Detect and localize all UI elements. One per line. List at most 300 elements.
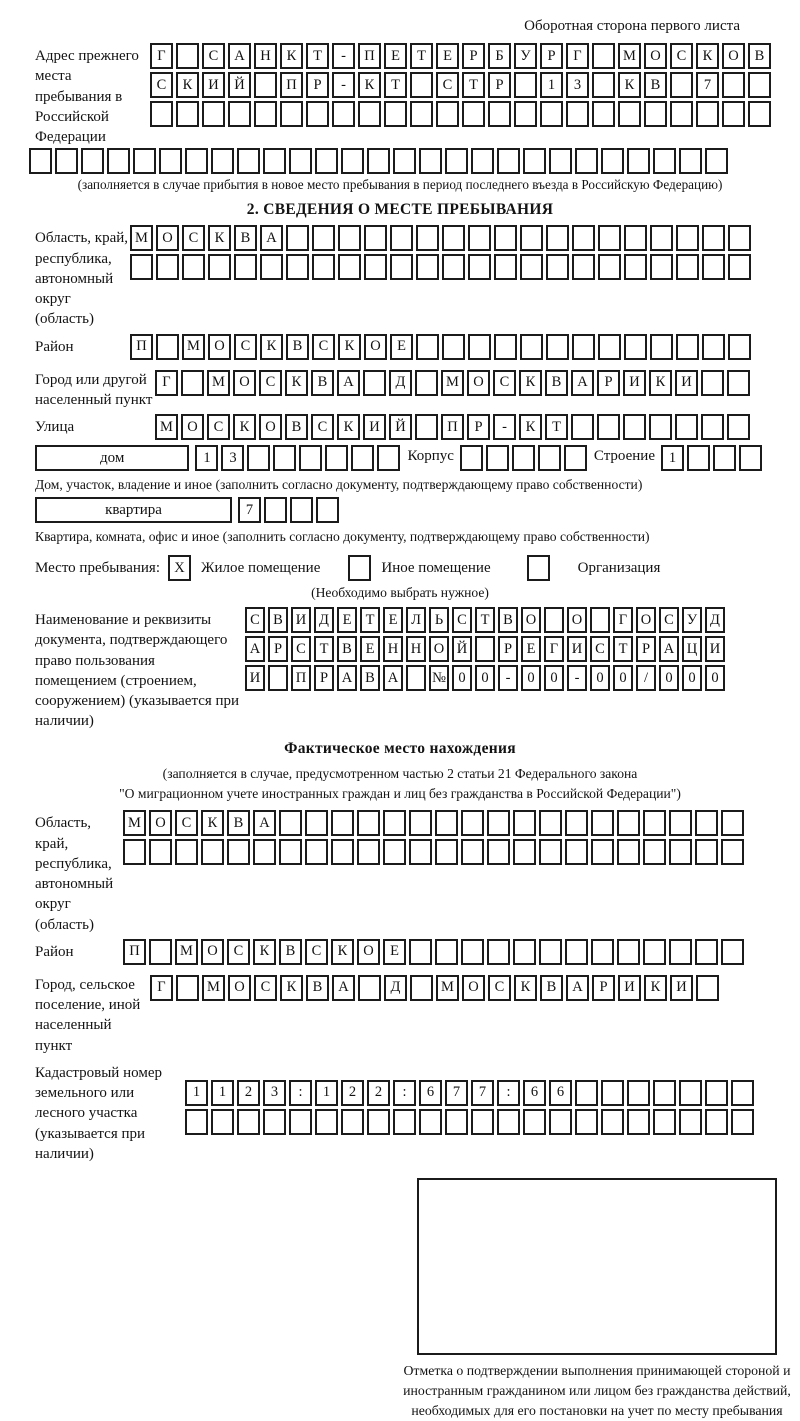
char-cell[interactable] (679, 1109, 702, 1135)
char-cell[interactable]: П (358, 43, 381, 69)
char-cell[interactable] (617, 839, 640, 865)
char-cell[interactable] (331, 839, 354, 865)
char-cell[interactable] (156, 254, 179, 280)
char-cell[interactable] (406, 665, 426, 691)
char-cell[interactable] (475, 636, 495, 662)
char-cell[interactable] (358, 975, 381, 1001)
char-cell[interactable] (520, 225, 543, 251)
char-cell[interactable]: Р (488, 72, 511, 98)
char-cell[interactable] (410, 101, 433, 127)
char-cell[interactable] (227, 839, 250, 865)
char-cell[interactable]: 0 (613, 665, 633, 691)
char-cell[interactable]: С (234, 334, 257, 360)
char-cell[interactable] (460, 445, 483, 471)
char-cell[interactable]: 6 (523, 1080, 546, 1106)
char-cell[interactable] (728, 254, 751, 280)
char-cell[interactable] (367, 148, 390, 174)
char-cell[interactable] (497, 1109, 520, 1135)
char-cell[interactable]: - (332, 43, 355, 69)
char-cell[interactable] (575, 148, 598, 174)
char-cell[interactable] (624, 254, 647, 280)
char-cell[interactable] (687, 445, 710, 471)
char-cell[interactable]: А (332, 975, 355, 1001)
char-cell[interactable]: Й (389, 414, 412, 440)
char-cell[interactable]: К (358, 72, 381, 98)
char-cell[interactable] (234, 254, 257, 280)
char-cell[interactable] (592, 101, 615, 127)
char-cell[interactable] (514, 101, 537, 127)
char-cell[interactable]: 6 (419, 1080, 442, 1106)
char-cell[interactable]: К (519, 370, 542, 396)
char-cell[interactable]: - (498, 665, 518, 691)
char-cell[interactable] (618, 101, 641, 127)
char-cell[interactable]: 7 (696, 72, 719, 98)
char-cell[interactable] (696, 975, 719, 1001)
char-cell[interactable] (650, 254, 673, 280)
char-cell[interactable]: В (498, 607, 518, 633)
char-cell[interactable]: К (514, 975, 537, 1001)
char-cell[interactable] (721, 810, 744, 836)
char-cell[interactable]: Д (384, 975, 407, 1001)
char-cell[interactable]: Р (467, 414, 490, 440)
char-cell[interactable]: № (429, 665, 449, 691)
char-cell[interactable]: С (670, 43, 693, 69)
char-cell[interactable] (644, 101, 667, 127)
char-cell[interactable] (722, 101, 745, 127)
char-cell[interactable] (416, 254, 439, 280)
char-cell[interactable] (159, 148, 182, 174)
char-cell[interactable]: С (150, 72, 173, 98)
char-cell[interactable] (598, 225, 621, 251)
char-cell[interactable]: 0 (452, 665, 472, 691)
char-cell[interactable]: М (202, 975, 225, 1001)
char-cell[interactable] (410, 72, 433, 98)
char-cell[interactable] (133, 148, 156, 174)
char-cell[interactable] (549, 1109, 572, 1135)
char-cell[interactable] (539, 939, 562, 965)
char-cell[interactable]: К (331, 939, 354, 965)
char-cell[interactable]: Р (597, 370, 620, 396)
char-cell[interactable] (488, 101, 511, 127)
char-cell[interactable]: С (590, 636, 610, 662)
char-cell[interactable]: С (452, 607, 472, 633)
char-cell[interactable]: Е (390, 334, 413, 360)
char-cell[interactable]: С (312, 334, 335, 360)
char-cell[interactable] (81, 148, 104, 174)
char-cell[interactable]: И (363, 414, 386, 440)
char-cell[interactable] (591, 810, 614, 836)
char-cell[interactable]: К (233, 414, 256, 440)
char-cell[interactable]: М (436, 975, 459, 1001)
char-cell[interactable] (494, 334, 517, 360)
char-cell[interactable] (410, 975, 433, 1001)
char-cell[interactable]: И (291, 607, 311, 633)
char-cell[interactable]: О (644, 43, 667, 69)
char-cell[interactable]: 7 (471, 1080, 494, 1106)
char-cell[interactable] (487, 939, 510, 965)
char-cell[interactable] (263, 148, 286, 174)
char-cell[interactable]: Т (475, 607, 495, 633)
char-cell[interactable]: Е (383, 607, 403, 633)
char-cell[interactable] (315, 1109, 338, 1135)
char-cell[interactable] (721, 939, 744, 965)
char-cell[interactable]: И (705, 636, 725, 662)
char-cell[interactable] (55, 148, 78, 174)
char-cell[interactable] (286, 254, 309, 280)
char-cell[interactable] (721, 839, 744, 865)
char-cell[interactable] (468, 334, 491, 360)
char-cell[interactable] (676, 254, 699, 280)
char-cell[interactable]: В (337, 636, 357, 662)
char-cell[interactable] (29, 148, 52, 174)
char-cell[interactable]: П (130, 334, 153, 360)
char-cell[interactable]: М (207, 370, 230, 396)
char-cell[interactable]: К (649, 370, 672, 396)
char-cell[interactable]: Г (150, 43, 173, 69)
char-cell[interactable]: Г (155, 370, 178, 396)
char-cell[interactable] (468, 225, 491, 251)
char-cell[interactable] (253, 839, 276, 865)
char-cell[interactable]: И (567, 636, 587, 662)
char-cell[interactable]: Е (337, 607, 357, 633)
char-cell[interactable]: К (201, 810, 224, 836)
char-cell[interactable] (731, 1109, 754, 1135)
char-cell[interactable] (650, 225, 673, 251)
char-cell[interactable] (471, 148, 494, 174)
char-cell[interactable] (390, 254, 413, 280)
char-cell[interactable] (591, 839, 614, 865)
char-cell[interactable] (627, 1109, 650, 1135)
char-cell[interactable] (592, 72, 615, 98)
char-cell[interactable] (564, 445, 587, 471)
char-cell[interactable] (679, 1080, 702, 1106)
char-cell[interactable]: : (497, 1080, 520, 1106)
char-cell[interactable]: Е (383, 939, 406, 965)
char-cell[interactable]: Е (384, 43, 407, 69)
char-cell[interactable] (565, 939, 588, 965)
char-cell[interactable]: К (337, 414, 360, 440)
char-cell[interactable]: К (285, 370, 308, 396)
char-cell[interactable]: О (156, 225, 179, 251)
char-cell[interactable] (679, 148, 702, 174)
char-cell[interactable] (338, 254, 361, 280)
char-cell[interactable] (182, 254, 205, 280)
char-cell[interactable] (643, 839, 666, 865)
char-cell[interactable] (617, 939, 640, 965)
char-cell[interactable] (435, 939, 458, 965)
char-cell[interactable] (364, 254, 387, 280)
char-cell[interactable]: В (311, 370, 334, 396)
char-cell[interactable]: 7 (445, 1080, 468, 1106)
char-cell[interactable]: Д (705, 607, 725, 633)
char-cell[interactable] (419, 1109, 442, 1135)
char-cell[interactable]: О (722, 43, 745, 69)
char-cell[interactable]: : (289, 1080, 312, 1106)
char-cell[interactable] (669, 810, 692, 836)
char-cell[interactable]: К (280, 43, 303, 69)
char-cell[interactable] (748, 72, 771, 98)
char-cell[interactable] (325, 445, 348, 471)
char-cell[interactable] (487, 839, 510, 865)
char-cell[interactable] (149, 939, 172, 965)
char-cell[interactable] (705, 1109, 728, 1135)
char-cell[interactable] (181, 370, 204, 396)
char-cell[interactable]: В (268, 607, 288, 633)
char-cell[interactable] (696, 101, 719, 127)
char-cell[interactable] (512, 445, 535, 471)
char-cell[interactable] (358, 101, 381, 127)
char-cell[interactable]: С (436, 72, 459, 98)
char-cell[interactable] (185, 148, 208, 174)
char-cell[interactable] (442, 225, 465, 251)
char-cell[interactable]: И (202, 72, 225, 98)
char-cell[interactable]: А (566, 975, 589, 1001)
char-cell[interactable] (601, 1109, 624, 1135)
char-cell[interactable]: О (228, 975, 251, 1001)
char-cell[interactable] (280, 101, 303, 127)
char-cell[interactable] (497, 148, 520, 174)
char-cell[interactable] (208, 254, 231, 280)
char-cell[interactable]: С (245, 607, 265, 633)
char-cell[interactable]: О (259, 414, 282, 440)
char-cell[interactable] (461, 810, 484, 836)
char-cell[interactable]: Р (268, 636, 288, 662)
char-cell[interactable] (649, 414, 672, 440)
char-cell[interactable] (156, 334, 179, 360)
char-cell[interactable] (701, 370, 724, 396)
char-cell[interactable]: Т (462, 72, 485, 98)
char-cell[interactable]: М (441, 370, 464, 396)
char-cell[interactable]: Г (544, 636, 564, 662)
char-cell[interactable] (383, 810, 406, 836)
char-cell[interactable]: К (280, 975, 303, 1001)
char-cell[interactable] (268, 665, 288, 691)
char-cell[interactable] (728, 334, 751, 360)
char-cell[interactable] (653, 148, 676, 174)
char-cell[interactable]: Т (384, 72, 407, 98)
char-cell[interactable]: 1 (211, 1080, 234, 1106)
char-cell[interactable]: О (636, 607, 656, 633)
char-cell[interactable]: А (571, 370, 594, 396)
char-cell[interactable]: Ц (682, 636, 702, 662)
char-cell[interactable]: У (682, 607, 702, 633)
char-cell[interactable] (306, 101, 329, 127)
char-cell[interactable]: 7 (238, 497, 261, 523)
char-cell[interactable] (572, 334, 595, 360)
char-cell[interactable] (513, 839, 536, 865)
char-cell[interactable] (513, 939, 536, 965)
char-cell[interactable]: У (514, 43, 537, 69)
char-cell[interactable]: Т (545, 414, 568, 440)
char-cell[interactable] (211, 1109, 234, 1135)
char-cell[interactable] (289, 1109, 312, 1135)
char-cell[interactable] (676, 225, 699, 251)
char-cell[interactable] (286, 225, 309, 251)
char-cell[interactable]: Т (410, 43, 433, 69)
char-cell[interactable] (312, 254, 335, 280)
char-cell[interactable] (416, 225, 439, 251)
char-cell[interactable]: П (441, 414, 464, 440)
char-cell[interactable] (237, 1109, 260, 1135)
char-cell[interactable] (514, 72, 537, 98)
char-cell[interactable]: А (337, 665, 357, 691)
char-cell[interactable] (351, 445, 374, 471)
char-cell[interactable] (462, 101, 485, 127)
char-cell[interactable]: С (175, 810, 198, 836)
char-cell[interactable] (669, 839, 692, 865)
char-cell[interactable] (338, 225, 361, 251)
char-cell[interactable] (695, 810, 718, 836)
char-cell[interactable] (279, 839, 302, 865)
char-cell[interactable] (540, 101, 563, 127)
char-cell[interactable] (237, 148, 260, 174)
char-cell[interactable]: 0 (682, 665, 702, 691)
char-cell[interactable]: В (286, 334, 309, 360)
char-cell[interactable] (748, 101, 771, 127)
char-cell[interactable] (731, 1080, 754, 1106)
char-cell[interactable] (290, 497, 313, 523)
char-cell[interactable] (538, 445, 561, 471)
char-cell[interactable] (653, 1109, 676, 1135)
char-cell[interactable]: В (360, 665, 380, 691)
char-cell[interactable] (175, 839, 198, 865)
char-cell[interactable] (546, 334, 569, 360)
char-cell[interactable] (254, 101, 277, 127)
char-cell[interactable] (601, 1080, 624, 1106)
char-cell[interactable] (461, 939, 484, 965)
char-cell[interactable]: 1 (540, 72, 563, 98)
char-cell[interactable] (416, 334, 439, 360)
char-cell[interactable]: К (253, 939, 276, 965)
char-cell[interactable] (598, 254, 621, 280)
char-cell[interactable]: В (748, 43, 771, 69)
char-cell[interactable]: В (306, 975, 329, 1001)
char-cell[interactable] (107, 148, 130, 174)
char-cell[interactable]: В (285, 414, 308, 440)
char-cell[interactable]: Р (498, 636, 518, 662)
char-cell[interactable] (263, 1109, 286, 1135)
char-cell[interactable]: С (488, 975, 511, 1001)
char-cell[interactable] (461, 839, 484, 865)
char-cell[interactable]: П (291, 665, 311, 691)
char-cell[interactable]: Е (436, 43, 459, 69)
char-cell[interactable]: К (260, 334, 283, 360)
apartment-type-box[interactable] (35, 497, 232, 523)
char-cell[interactable]: О (462, 975, 485, 1001)
char-cell[interactable]: М (618, 43, 641, 69)
char-cell[interactable] (312, 225, 335, 251)
char-cell[interactable] (520, 334, 543, 360)
char-cell[interactable] (442, 334, 465, 360)
char-cell[interactable] (544, 607, 564, 633)
char-cell[interactable] (565, 839, 588, 865)
char-cell[interactable] (702, 254, 725, 280)
char-cell[interactable] (539, 839, 562, 865)
char-cell[interactable] (676, 334, 699, 360)
char-cell[interactable] (549, 148, 572, 174)
char-cell[interactable] (487, 810, 510, 836)
char-cell[interactable]: С (493, 370, 516, 396)
char-cell[interactable]: А (659, 636, 679, 662)
char-cell[interactable] (123, 839, 146, 865)
char-cell[interactable]: О (208, 334, 231, 360)
char-cell[interactable]: - (332, 72, 355, 98)
char-cell[interactable] (728, 225, 751, 251)
char-cell[interactable]: 2 (237, 1080, 260, 1106)
char-cell[interactable]: В (545, 370, 568, 396)
char-cell[interactable]: Р (306, 72, 329, 98)
char-cell[interactable] (357, 810, 380, 836)
char-cell[interactable]: Д (389, 370, 412, 396)
char-cell[interactable] (316, 497, 339, 523)
char-cell[interactable] (442, 254, 465, 280)
char-cell[interactable] (247, 445, 270, 471)
char-cell[interactable] (597, 414, 620, 440)
char-cell[interactable] (695, 839, 718, 865)
char-cell[interactable]: М (182, 334, 205, 360)
char-cell[interactable]: / (636, 665, 656, 691)
char-cell[interactable] (627, 148, 650, 174)
char-cell[interactable] (468, 254, 491, 280)
char-cell[interactable]: В (279, 939, 302, 965)
char-cell[interactable]: Е (521, 636, 541, 662)
char-cell[interactable]: А (260, 225, 283, 251)
char-cell[interactable] (565, 810, 588, 836)
char-cell[interactable]: О (201, 939, 224, 965)
char-cell[interactable]: 2 (341, 1080, 364, 1106)
char-cell[interactable]: Е (360, 636, 380, 662)
char-cell[interactable]: О (181, 414, 204, 440)
char-cell[interactable] (575, 1080, 598, 1106)
char-cell[interactable]: С (659, 607, 679, 633)
char-cell[interactable] (575, 1109, 598, 1135)
char-cell[interactable]: К (519, 414, 542, 440)
char-cell[interactable]: 0 (705, 665, 725, 691)
char-cell[interactable]: Н (406, 636, 426, 662)
char-cell[interactable] (384, 101, 407, 127)
char-cell[interactable]: Р (592, 975, 615, 1001)
char-cell[interactable] (592, 43, 615, 69)
char-cell[interactable] (409, 839, 432, 865)
char-cell[interactable]: О (567, 607, 587, 633)
char-cell[interactable] (409, 939, 432, 965)
char-cell[interactable]: О (521, 607, 541, 633)
char-cell[interactable]: А (383, 665, 403, 691)
char-cell[interactable]: В (540, 975, 563, 1001)
char-cell[interactable] (149, 839, 172, 865)
char-cell[interactable] (617, 810, 640, 836)
char-cell[interactable]: С (202, 43, 225, 69)
char-cell[interactable]: Й (228, 72, 251, 98)
char-cell[interactable]: М (155, 414, 178, 440)
char-cell[interactable]: М (130, 225, 153, 251)
char-cell[interactable] (739, 445, 762, 471)
stay-type-checkbox-residential[interactable]: X (168, 555, 191, 581)
char-cell[interactable] (357, 839, 380, 865)
char-cell[interactable] (513, 810, 536, 836)
char-cell[interactable] (591, 939, 614, 965)
char-cell[interactable]: Т (306, 43, 329, 69)
char-cell[interactable] (254, 72, 277, 98)
char-cell[interactable]: Б (488, 43, 511, 69)
char-cell[interactable] (598, 334, 621, 360)
char-cell[interactable]: И (618, 975, 641, 1001)
char-cell[interactable] (264, 497, 287, 523)
char-cell[interactable] (566, 101, 589, 127)
char-cell[interactable] (601, 148, 624, 174)
char-cell[interactable]: Ь (429, 607, 449, 633)
char-cell[interactable] (383, 839, 406, 865)
